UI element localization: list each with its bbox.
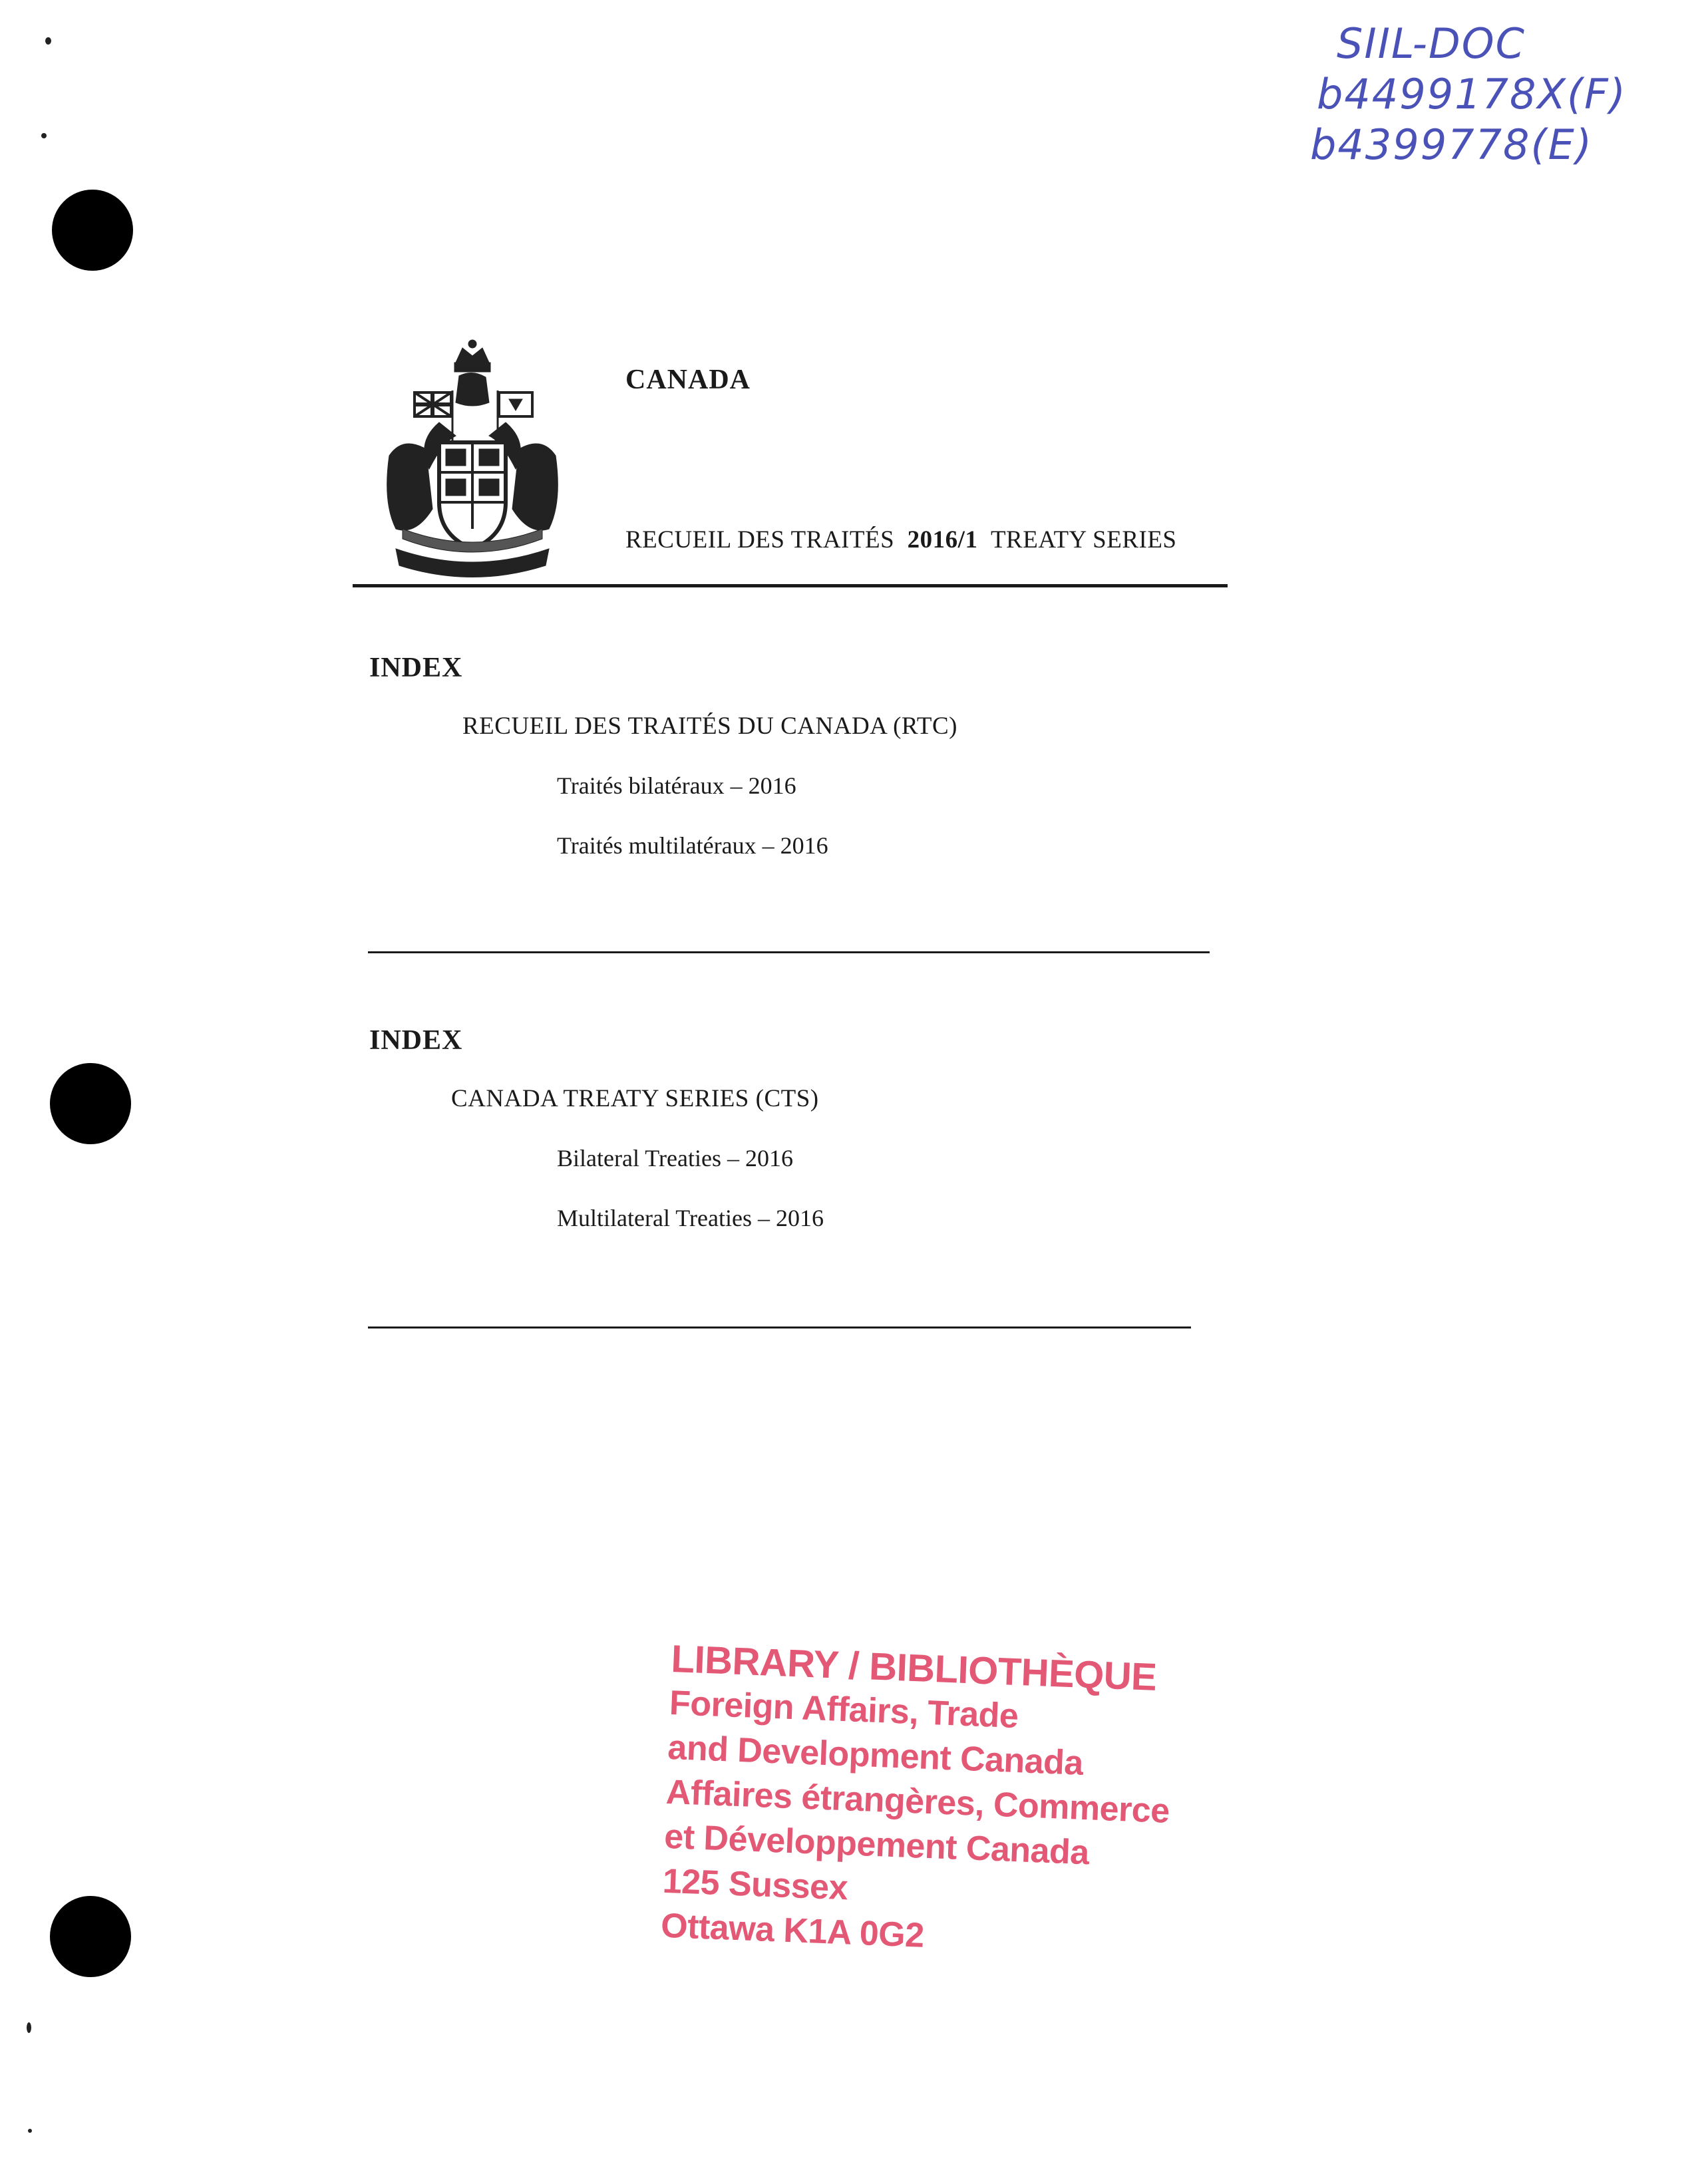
index-entry: Traités multilatéraux – 2016 bbox=[557, 832, 828, 859]
section-divider bbox=[368, 951, 1210, 953]
punch-hole-middle bbox=[50, 1063, 131, 1144]
scan-speck bbox=[45, 37, 51, 45]
stamp-line: Ottawa K1A 0G2 bbox=[660, 1906, 925, 1955]
library-stamp bbox=[660, 1637, 1176, 1968]
series-line bbox=[625, 526, 1177, 554]
handwritten-line: SIIL-DOC bbox=[1337, 19, 1526, 68]
scan-speck bbox=[41, 133, 47, 138]
stamp-line: Foreign Affairs, Trade bbox=[669, 1683, 1019, 1736]
index-entry: Multilateral Treaties – 2016 bbox=[557, 1205, 824, 1231]
index-entry: Traités bilatéraux – 2016 bbox=[557, 772, 796, 799]
series-french: RECUEIL DES TRAITÉS bbox=[625, 526, 895, 553]
collection-title-english: CANADA TREATY SERIES (CTS) bbox=[451, 1085, 819, 1112]
punch-hole-top bbox=[52, 190, 133, 271]
issue-number: 2016/1 bbox=[907, 526, 978, 553]
stamp-line: Affaires étrangères, Commerce bbox=[665, 1772, 1170, 1831]
stamp-line: and Development Canada bbox=[667, 1728, 1084, 1783]
header-rule bbox=[353, 584, 1228, 587]
stamp-line: et Développement Canada bbox=[663, 1817, 1090, 1873]
collection-title-french: RECUEIL DES TRAITÉS DU CANADA (RTC) bbox=[462, 712, 957, 740]
scan-speck bbox=[28, 2129, 32, 2133]
scan-speck bbox=[27, 2022, 31, 2033]
stamp-line: 125 Sussex bbox=[661, 1861, 849, 1908]
coat-of-arms-logo bbox=[376, 336, 569, 589]
stamp-line: LIBRARY / BIBLIOTHÈQUE bbox=[670, 1637, 1158, 1699]
handwritten-line: b4499178X(F) bbox=[1317, 70, 1627, 118]
index-entry: Bilateral Treaties – 2016 bbox=[557, 1145, 793, 1171]
section-divider bbox=[368, 1326, 1191, 1328]
punch-hole-bottom bbox=[50, 1896, 131, 1977]
handwritten-call-numbers bbox=[1310, 19, 1627, 170]
index-heading-english: INDEX bbox=[369, 1025, 463, 1056]
series-english: TREATY SERIES bbox=[990, 526, 1177, 553]
handwritten-line: b4399778(E) bbox=[1310, 120, 1594, 169]
country-title: CANADA bbox=[625, 365, 751, 395]
index-heading-french: INDEX bbox=[369, 653, 463, 683]
